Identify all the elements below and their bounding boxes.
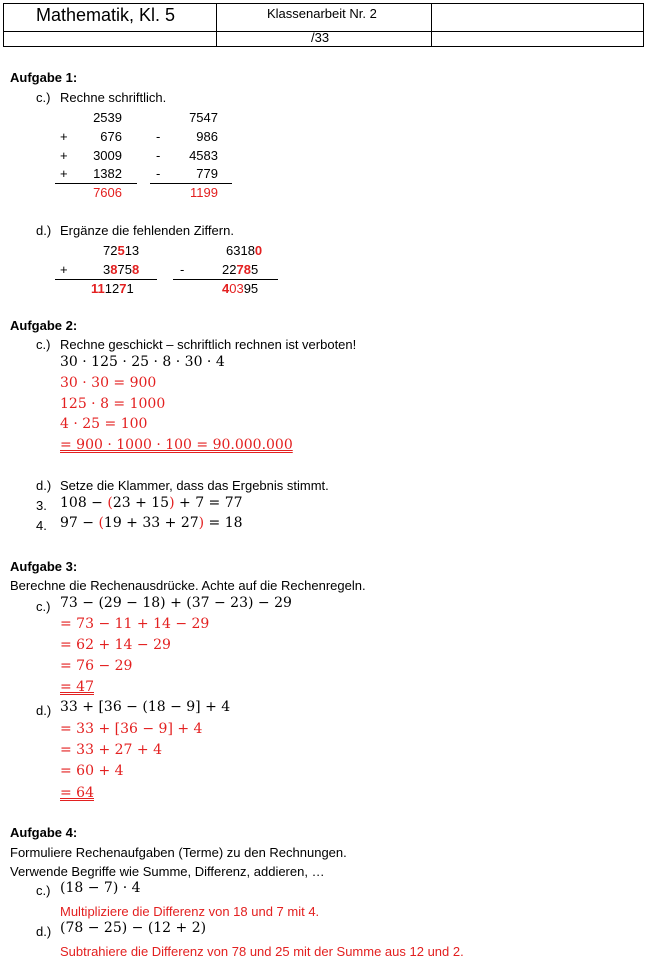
task-2c-step: 125 · 8 = 1000 — [60, 396, 166, 412]
digits-result: 111271 — [91, 281, 134, 296]
task-2c-result: = 900 · 1000 · 100 = 90.000.000 — [60, 437, 293, 453]
task-3d-expression: 33 + [36 − (18 − 9] + 4 — [60, 699, 231, 715]
sub-result: 1199 — [190, 185, 218, 200]
add-row: 2539 — [93, 110, 122, 125]
task-2c-expression: 30 · 125 · 25 · 8 · 30 · 4 — [60, 354, 225, 370]
header-divider — [431, 4, 432, 46]
sum-line — [55, 183, 137, 184]
sub-op: - — [180, 262, 185, 277]
task-4d-answer: Subtrahiere die Differenz von 78 und 25 mit der Summe aus 12 und 2. — [60, 944, 464, 959]
add-row: 676 — [100, 129, 122, 144]
add-op: + — [60, 148, 68, 163]
task-1-title: Aufgabe 1: — [10, 70, 78, 85]
task-3-text: Berechne die Rechenausdrücke. Achte auf die Rechenregeln. — [10, 578, 366, 593]
task-2d-label: d.) — [36, 478, 52, 493]
task-3c-expression: 73 − (29 − 18) + (37 − 23) − 29 — [60, 595, 292, 611]
task-1c-text: Rechne schriftlich. — [60, 90, 167, 105]
sub-op: - — [156, 129, 161, 144]
task-2c-label: c.) — [36, 337, 51, 352]
sum-line — [55, 279, 157, 280]
task-3d-label: d.) — [36, 703, 52, 718]
task-3d-step: = 33 + [36 − 9] + 4 — [60, 721, 203, 737]
task-4-text: Verwende Begriffe wie Summe, Differenz, addieren, … — [10, 864, 325, 879]
task-3d-step: = 33 + 27 + 4 — [60, 742, 162, 758]
sub-row: 779 — [196, 166, 218, 181]
add-op: + — [60, 129, 68, 144]
digits-row: 38758 — [103, 262, 140, 277]
add-op: + — [60, 166, 68, 181]
sum-line — [173, 279, 278, 280]
digits-row: 22785 — [222, 262, 259, 277]
task-2c-step: 30 · 30 = 900 — [60, 375, 157, 391]
task-2c-step: 4 · 25 = 100 — [60, 416, 148, 432]
sub-row: 4583 — [189, 148, 218, 163]
add-op: + — [60, 262, 68, 277]
task-3c-label: c.) — [36, 599, 51, 614]
task-1c-label: c.) — [36, 90, 51, 105]
sub-row: 7547 — [189, 110, 218, 125]
task-2-title: Aufgabe 2: — [10, 318, 78, 333]
digits-row: 72513 — [103, 243, 140, 258]
add-row: 3009 — [93, 148, 122, 163]
sub-op: - — [156, 166, 161, 181]
task-3d-step: = 60 + 4 — [60, 763, 124, 779]
sub-row: 986 — [196, 129, 218, 144]
item-number: 3. — [36, 498, 47, 513]
task-2c-text: Rechne geschickt – schriftlich rechnen ist verboten! — [60, 337, 357, 352]
header-divider — [216, 4, 217, 46]
points-field: /33 — [311, 30, 330, 45]
task-3c-step: = 73 − 11 + 14 − 29 — [60, 616, 210, 632]
item-number: 4. — [36, 518, 47, 533]
sum-line — [150, 183, 232, 184]
subject-title: Mathematik, Kl. 5 — [36, 5, 176, 25]
task-1d-text: Ergänze die fehlenden Ziffern. — [60, 223, 234, 238]
task-4c-label: c.) — [36, 883, 51, 898]
task-4d-label: d.) — [36, 924, 52, 939]
add-row: 1382 — [93, 166, 122, 181]
task-2d-text: Setze die Klammer, dass das Ergebnis stimmt. — [60, 478, 329, 493]
digits-row: 63180 — [226, 243, 263, 258]
task-3d-result: = 64 — [60, 785, 94, 801]
task-4-title: Aufgabe 4: — [10, 825, 78, 840]
task-4c-expression: (18 − 7) · 4 — [60, 880, 141, 896]
task-4c-answer: Multipliziere die Differenz von 18 und 7 mit 4. — [60, 904, 320, 919]
task-3c-result: = 47 — [60, 679, 94, 695]
exam-title: Klassenarbeit Nr. 2 — [267, 6, 377, 21]
task-3c-step: = 62 + 14 − 29 — [60, 637, 171, 653]
task-3c-step: = 76 − 29 — [60, 658, 133, 674]
digits-result: 40395 — [222, 281, 259, 296]
task-1d-label: d.) — [36, 223, 52, 238]
task-4-text: Formuliere Rechenaufgaben (Terme) zu den Rechnungen. — [10, 845, 347, 860]
task-2d-equation: 108 − (23 + 15) + 7 = 77 — [60, 495, 243, 511]
task-4d-expression: (78 − 25) − (12 + 2) — [60, 920, 207, 936]
sub-op: - — [156, 148, 161, 163]
task-2d-equation: 97 − (19 + 33 + 27) = 18 — [60, 515, 243, 531]
task-3-title: Aufgabe 3: — [10, 559, 78, 574]
add-result: 7606 — [93, 185, 122, 200]
